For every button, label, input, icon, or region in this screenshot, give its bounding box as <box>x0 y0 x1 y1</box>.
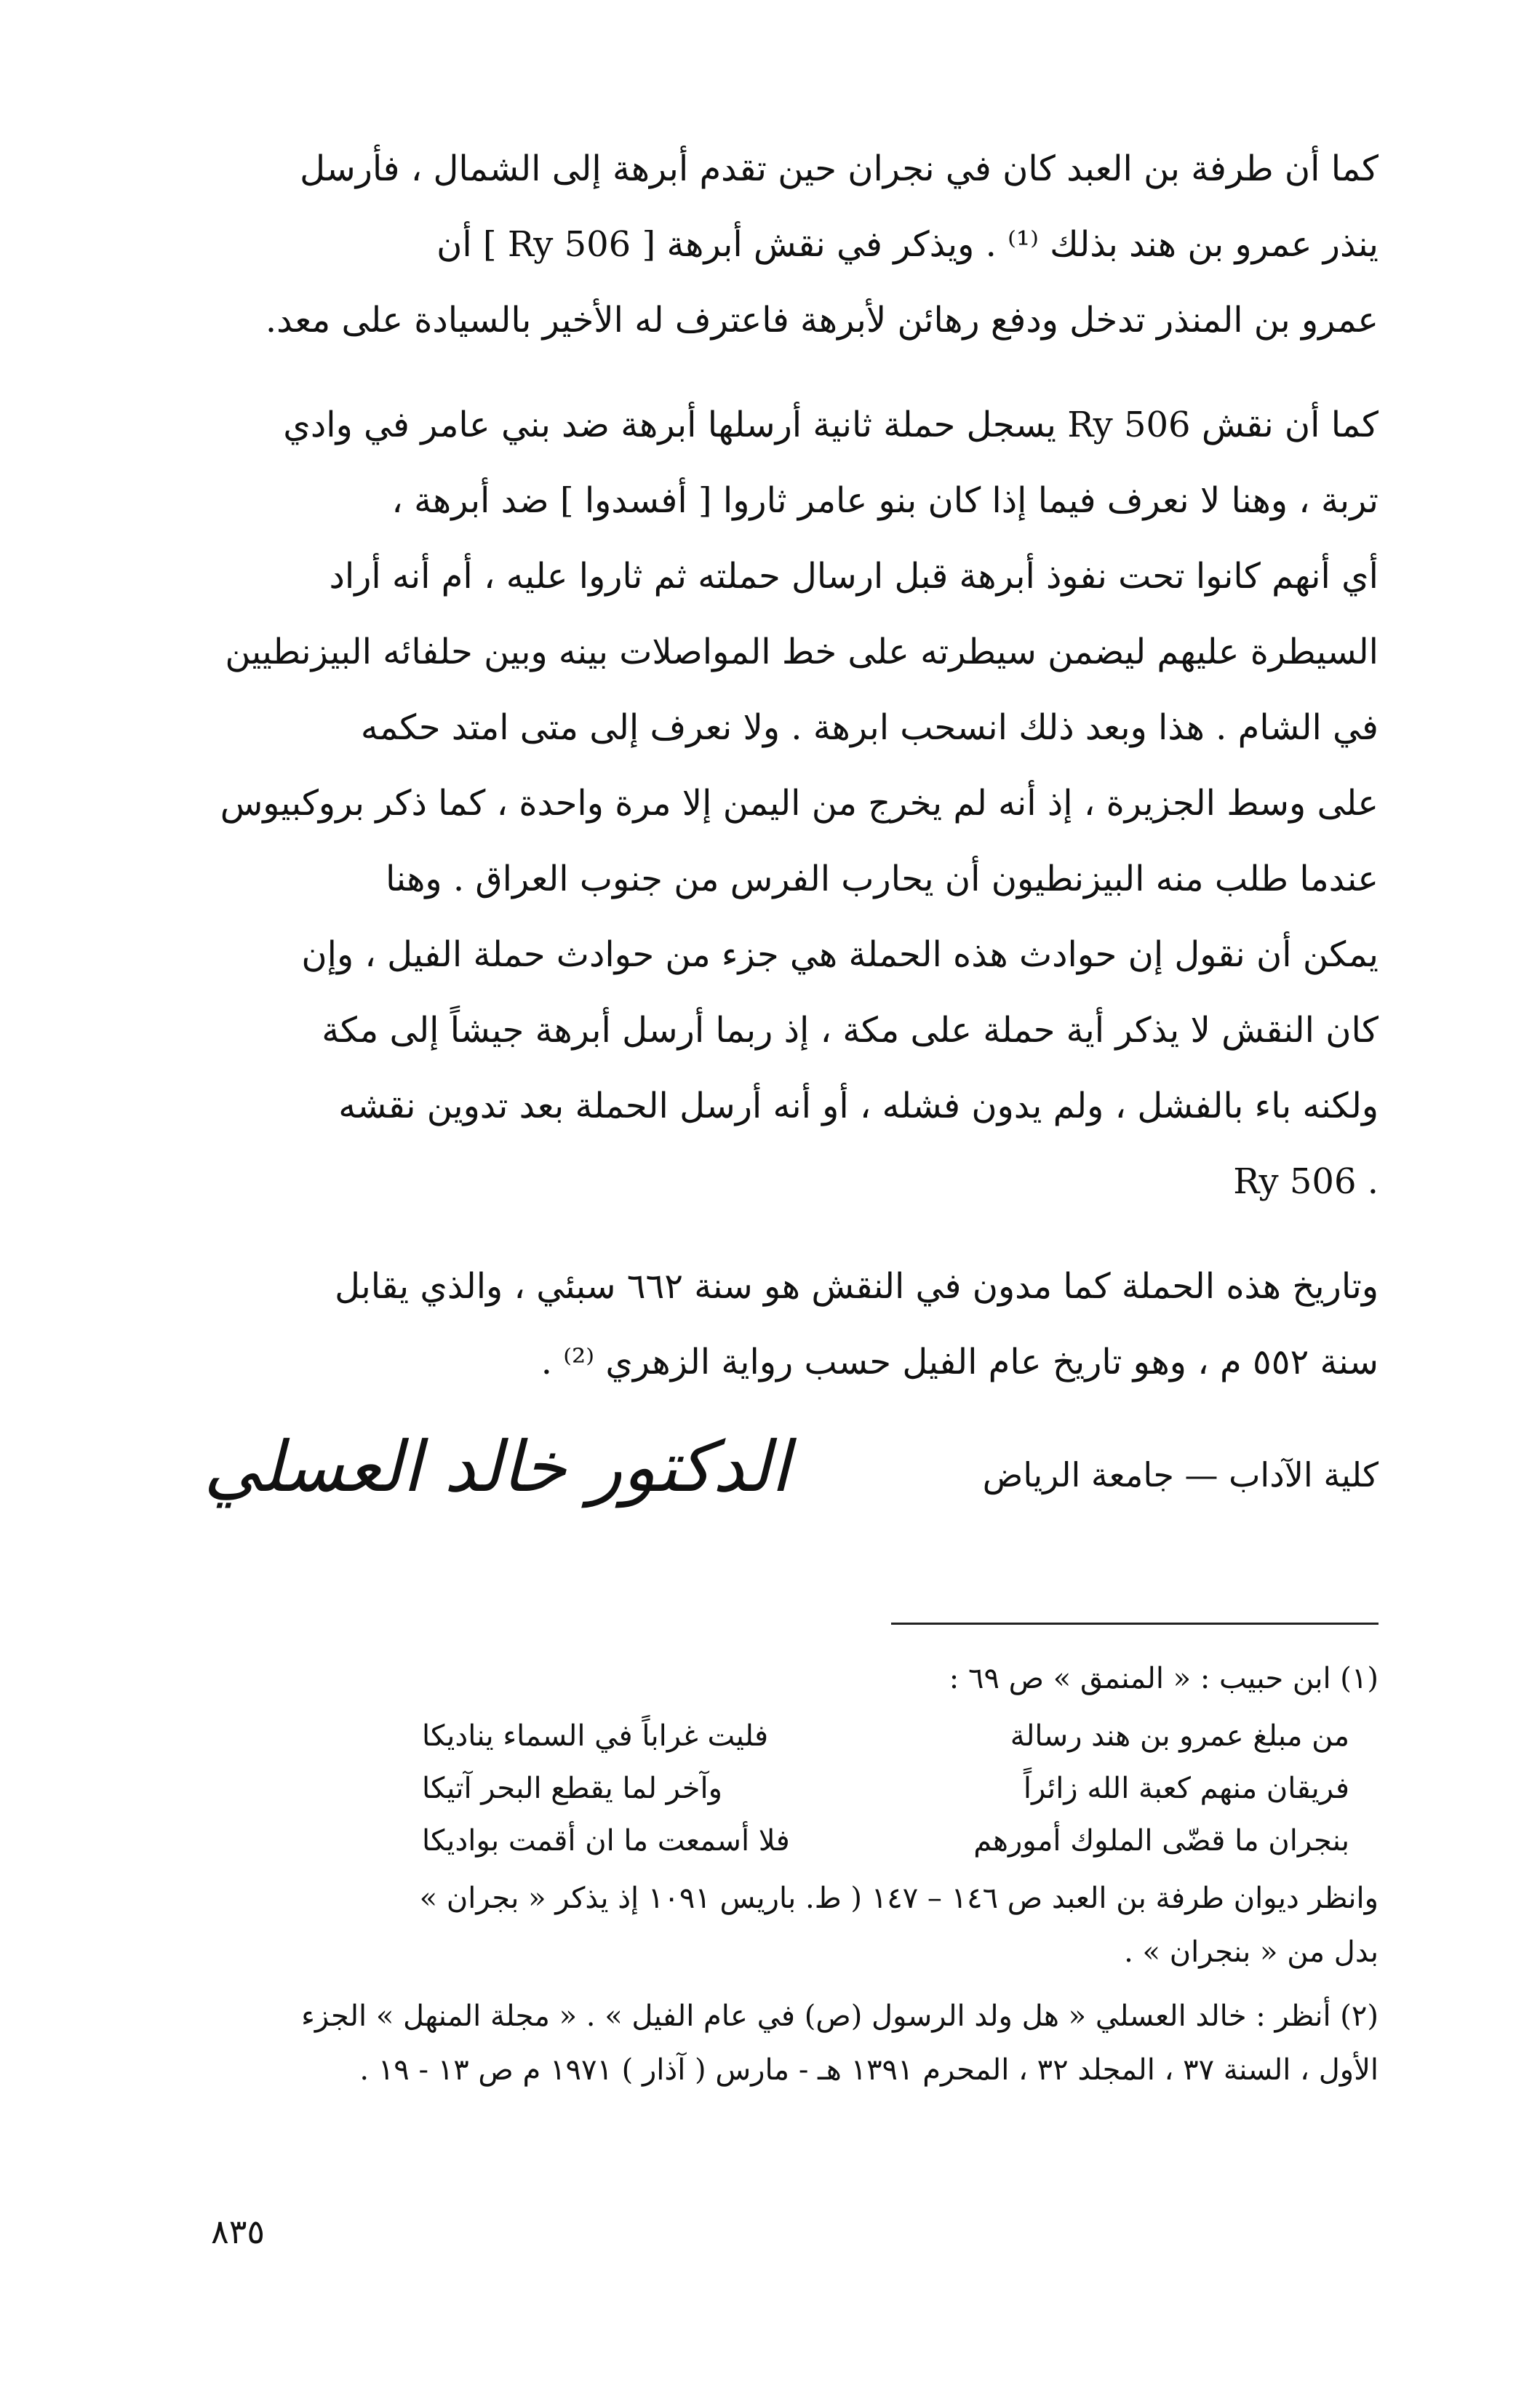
text-line: . Ry 506 <box>1233 1161 1379 1202</box>
article-body <box>160 131 1379 1429</box>
text-line: على وسط الجزيرة ، إذ أنه لم يخرج من اليمن إلا مرة واحدة ، كما ذكر بروكبيوس <box>220 783 1379 824</box>
text-line: كان النقش لا يذكر أية حملة على مكة ، إذ ربما أرسل أبرهة جيشاً إلى مكة <box>322 1010 1379 1051</box>
paragraph-3 <box>160 1249 1379 1400</box>
text-line: عندما طلب منه البيزنطيون أن يحارب الفرس من جنوب العراق . وهنا <box>386 859 1379 899</box>
verse-second-hemistich: وآخر لما يقطع البحر آتيكا <box>422 1772 722 1805</box>
paragraph-2 <box>160 387 1379 1219</box>
page-number: ٨٣٥ <box>211 2212 266 2251</box>
verse-first-hemistich: فريقان منهم كعبة الله زائراً <box>1023 1772 1349 1805</box>
poem-verse <box>160 1815 1379 1867</box>
author-signature: الدكتور خالد العسلي <box>204 1426 790 1508</box>
text-line: كما أن نقش Ry 506 يسجل حملة ثانية أرسلها أبرهة ضد بني عامر في وادي <box>283 405 1379 445</box>
paragraph-1 <box>160 131 1379 358</box>
verse-second-hemistich: فليت غراباً في السماء يناديكا <box>422 1719 769 1753</box>
text-line: سنة ٥٥٢ م ، وهو تاريخ عام الفيل حسب رواية الزهري ⁽²⁾ . <box>540 1342 1379 1382</box>
verse-first-hemistich: من مبلغ عمرو بن هند رسالة <box>1010 1719 1349 1753</box>
footnote-1-title: (١) ابن حبيب : « المنمق » ص ٦٩ : <box>949 1662 1379 1695</box>
text-line: في الشام . هذا وبعد ذلك انسحب ابرهة . ولا نعرف إلى متى امتد حكمه <box>360 707 1379 748</box>
verse-first-hemistich: بنجران ما قضّى الملوك أمورهم <box>973 1824 1349 1858</box>
text-line: كما أن طرفة بن العبد كان في نجران حين تقدم أبرهة إلى الشمال ، فأرسل <box>300 148 1379 189</box>
poem-verses <box>160 1710 1379 1867</box>
text-line: يمكن أن نقول إن حوادث هذه الحملة هي جزء من حوادث حملة الفيل ، وإن <box>301 934 1379 975</box>
footnote-divider <box>891 1623 1379 1625</box>
footnote-2: (٢) أنظر : خالد العسلي « هل ولد الرسول (ص) في عام الفيل » . « مجلة المنهل » الجزء <box>301 1999 1379 2033</box>
footnote-1-note: وانظر ديوان طرفة بن العبد ص ١٤٦ – ١٤٧ ( ط. باريس ١٠٩١ إذ يذكر « بجران » <box>419 1882 1379 1915</box>
poem-verse <box>160 1710 1379 1762</box>
text-line: تربة ، وهنا لا نعرف فيما إذا كان بنو عامر ثاروا [ أفسدوا ] ضد أبرهة ، <box>391 480 1379 521</box>
author-affiliation: كلية الآداب — جامعة الرياض <box>982 1455 1379 1495</box>
verse-second-hemistich: فلا أسمعت ما ان أقمت بواديكا <box>422 1824 790 1858</box>
text-line: ولكنه باء بالفشل ، ولم يدون فشله ، أو أنه أرسل الحملة بعد تدوين نقشه <box>338 1086 1379 1126</box>
footnote-2: الأول ، السنة ٣٧ ، المجلد ٣٢ ، المحرم ١٣٩١ هـ - مارس ( آذار ) ١٩٧١ م ص ١٣ - ١٩ . <box>359 2053 1379 2087</box>
text-line: ينذر عمرو بن هند بذلك ⁽¹⁾ . ويذكر في نقش أبرهة [ Ry 506 ] أن <box>436 224 1379 265</box>
author-block <box>160 1426 1379 1572</box>
text-line: أي أنهم كانوا تحت نفوذ أبرهة قبل ارسال حملته ثم ثاروا عليه ، أم أنه أراد <box>329 556 1379 597</box>
footnote-1-note: بدل من « بنجران » . <box>1124 1935 1379 1969</box>
text-line: السيطرة عليهم ليضمن سيطرته على خط المواصلات بينه وبين حلفائه البيزنطيين <box>225 632 1379 672</box>
poem-verse <box>160 1762 1379 1815</box>
text-line: عمرو بن المنذر تدخل ودفع رهائن لأبرهة فاعترف له الأخير بالسيادة على معد. <box>265 300 1379 341</box>
text-line: وتاريخ هذه الحملة كما مدون في النقش هو سنة ٦٦٢ سبئي ، والذي يقابل <box>335 1266 1379 1307</box>
footnotes <box>160 1652 1379 2097</box>
